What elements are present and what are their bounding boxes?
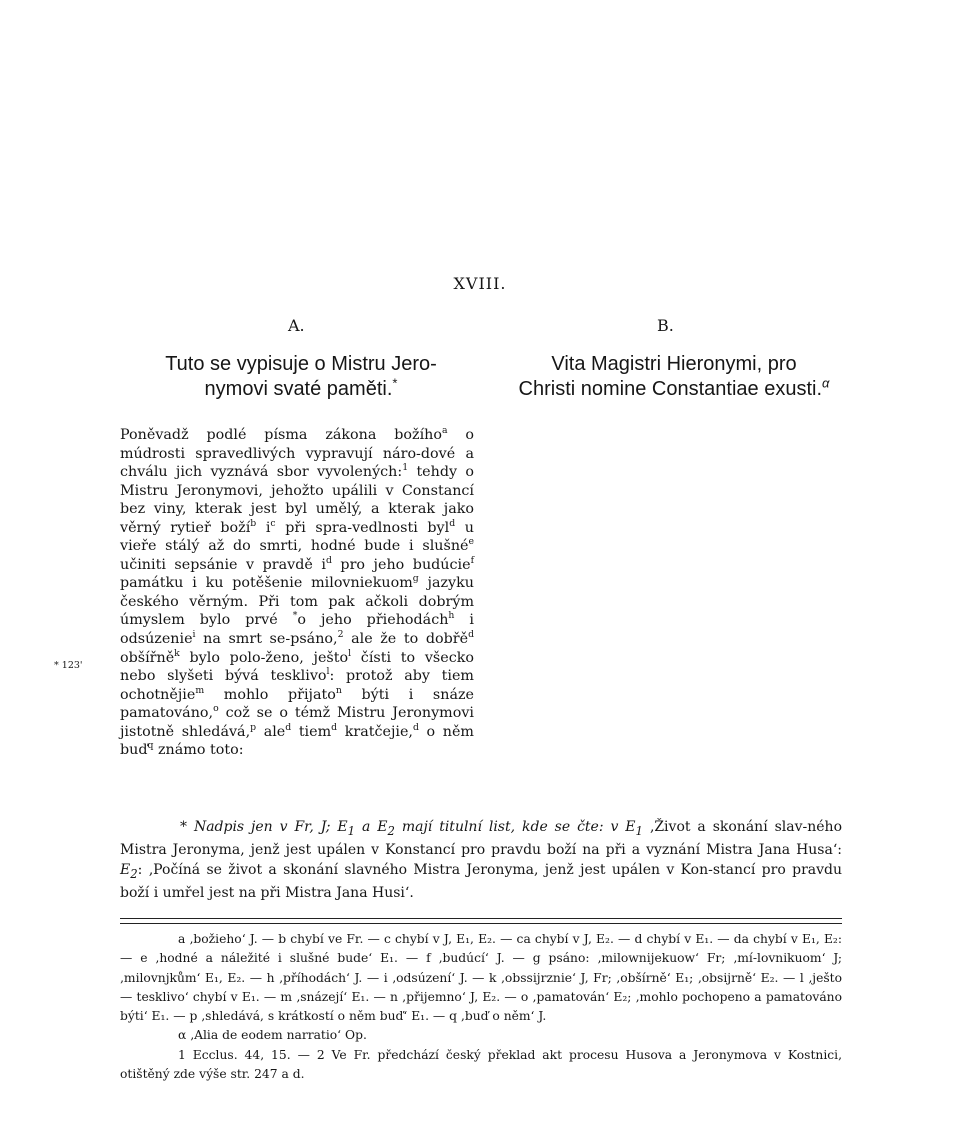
apparatus-variants: a ‚božieho‘ J. — b chybí ve Fr. — c chybí v J, E₁, E₂. — ca chybí v J, E₂. — d chybí v E₁. — da chybí v E₁, E₂: — e ‚hodné a náležité i slušné bude‘ E₁. — f ‚budúcí‘ J. — g psáno: ‚milownijekuow‘ Fr; ‚mí-lovnikuom‘ J; ‚milovnjkům‘ E₁, E₂. — h ‚příhodách‘ J. — i ‚odsúzení‘ J. — k ‚obssijrznie‘ J, Fr; ‚obšírně‘ E₁; ‚obsijrně‘ E₂. — l ‚ješto — tesklivo‘ chybí v E₁. — m ‚snázejí‘ E₁. — n ‚přijemno‘ J, E₂. — o ‚pamatován‘ E₂; ‚mohlo pochopeno a pamatováno býti‘ E₁. — p ‚shledává, s krátkostí o něm buď‘ E₁. — q ‚buď o něm‘ J. xyxy=(120,932,842,1024)
divider-rule-2 xyxy=(120,923,842,924)
column-a-label: A. xyxy=(288,316,305,335)
title-footnote-mark: * xyxy=(392,375,398,391)
page-number: XVIII. xyxy=(453,274,507,293)
czech-title-line-1: Tuto se vypisuje o Mistru Jero- xyxy=(165,353,437,375)
apparatus-alpha-note: α ‚Alia de eodem narratio‘ Op. xyxy=(178,1028,367,1043)
title-footnote: * Nadpis jen v Fr, J; $E_1$ a $E_2$ mají titulní list, kde se čte: v $E_1$ ‚Život a skonání slav-ného Mistra Jeronyma, jenž jest upálen v Konstancí pro pravdu boží na při a vyznání Mistra Jana Husa‘: $E_2$: ‚Počíná se život a skonání slavného Mistra Jeronyma, jenž jest upálen v Kon-stancí pro pravdu boží i umřel jest na při Mistra Jana Husi‘. xyxy=(120,819,842,902)
latin-title-line-1: Vita Magistri Hieronymi, pro xyxy=(551,353,797,375)
margin-folio-reference: * 123' xyxy=(54,660,83,671)
critical-apparatus xyxy=(120,930,842,1084)
czech-title-line-2: nymovi svaté paměti. xyxy=(204,378,393,400)
divider-rule xyxy=(120,918,842,919)
latin-title xyxy=(488,352,860,402)
czech-title xyxy=(112,352,490,402)
latin-title-line-2: Christi nomine Constantiae exusti. xyxy=(518,378,823,400)
czech-body-text: Poněvadž podlé písma zákona božího$^a$ o múdrosti spravedlivých vypravují náro-dové a chválu jich vyznává sbor vyvolených:$^1$ tehdy o Mistru Jeronymovi, jehožto upálili v Constancí bez viny, kterak jest byl umělý, a kterak jako věrný rytieř boží$^b$ $i^c$ při spra-vedlnosti byl$^d$ u vieře stálý až do smrti, hodné bude i slušné$^e$ učiniti sepsánie v pravdě $i^d$ pro jeho budúcie$^f$ památku i ku potěšenie milovniekuom$^g$ jazyku českého věrným. Při tom pak ačkoli dobrým úmyslem bylo prvé *o jeho přiehodách$^h$ i odsúzenie$^i$ na smrt se-psáno,$^2$ ale že to dobřě$^d$ obšířně$^k$ bylo polo-ženo, ješto$^l$ čísti to všecko nebo slyšeti bývá tesklivo$^l$: protož aby tiem ochotnějie$^m$ mohlo přijato$^n$ býti i snáze pamatováno,$^o$ což se o témž Mistru Jeronymovi jistotně shledává,$^p$ ale$^d$ tiem$^d$ kratčejie,$^d$ o něm buď$^q$ známo toto: xyxy=(120,425,475,759)
latin-title-note-mark: α xyxy=(822,375,830,391)
column-b-label: B. xyxy=(657,316,674,335)
apparatus-source-notes: 1 Ecclus. 44, 15. — 2 Ve Fr. předchází český překlad akt procesu Husova a Jeronymova v Kostnici, otištěný zde výše str. 247 a d. xyxy=(120,1047,842,1082)
